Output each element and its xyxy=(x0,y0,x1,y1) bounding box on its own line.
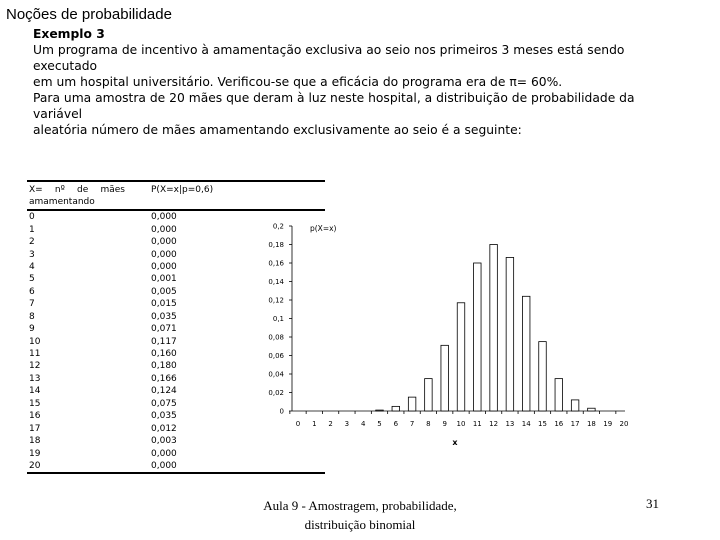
bar xyxy=(506,257,514,411)
probability-cell: 0,180 xyxy=(151,361,177,372)
x-tick-label: 2 xyxy=(328,420,333,428)
probability-cell: 0,000 xyxy=(151,249,177,260)
bar xyxy=(571,400,579,411)
x-value-cell: 6 xyxy=(29,286,35,297)
footer-line-1: Aula 9 - Amostragem, probabilidade, xyxy=(263,498,457,513)
slide-title: Noções de probabilidade xyxy=(6,6,172,23)
example-line-3: Para uma amostra de 20 mães que deram à luz neste hospital, a distribuição de probabilidade da variável xyxy=(33,91,635,121)
x-value-cell: 12 xyxy=(29,361,41,372)
x-value-cell: 9 xyxy=(29,324,35,335)
probability-cell: 0,000 xyxy=(151,237,177,248)
chart-layer xyxy=(268,223,628,429)
table-header-x xyxy=(27,181,149,210)
x-tick-label: 1 xyxy=(312,420,317,428)
bar xyxy=(392,406,400,411)
example-text-block xyxy=(33,26,683,138)
x-tick-label: 19 xyxy=(603,420,613,428)
probability-cell: 0,117 xyxy=(151,336,177,347)
x-value-cell: 16 xyxy=(29,411,41,422)
x-value-cell: 8 xyxy=(29,311,35,322)
x-tick-label: 10 xyxy=(456,420,466,428)
probability-cell: 0,035 xyxy=(151,411,177,422)
page-number: 31 xyxy=(646,496,659,511)
example-line-4: aleatória número de mães amamentando exclusivamente ao seio é a seguinte: xyxy=(33,123,522,137)
bar xyxy=(490,245,498,412)
probability-cell: 0,005 xyxy=(151,286,177,297)
x-value-cell: 18 xyxy=(29,436,41,447)
y-tick-label: 0,04 xyxy=(268,370,284,379)
example-line-1: Um programa de incentivo à amamentação exclusiva ao seio nos primeiros 3 meses está sendo executado xyxy=(33,43,625,73)
y-tick-label: 0 xyxy=(279,407,284,416)
x-value-cell: 0 xyxy=(29,212,35,223)
probability-cell: 0,124 xyxy=(151,386,177,397)
bar xyxy=(408,397,416,411)
bar xyxy=(376,410,384,411)
x-tick-label: 4 xyxy=(360,420,366,428)
probability-cell: 0,000 xyxy=(151,224,177,235)
probability-bar-chart xyxy=(255,215,635,455)
x-tick-label: 12 xyxy=(489,420,499,428)
footer-caption xyxy=(230,496,490,534)
x-value-cell: 13 xyxy=(29,373,41,384)
x-value-cell: 4 xyxy=(29,261,35,272)
y-tick-label: 0,16 xyxy=(268,259,284,268)
x-axis-label: x xyxy=(452,438,458,447)
bar xyxy=(555,379,563,411)
probability-cell: 0,001 xyxy=(151,274,177,285)
x-value-cell: 17 xyxy=(29,423,41,434)
x-value-cell: 2 xyxy=(29,237,35,248)
probability-cell: 0,000 xyxy=(151,212,177,223)
x-value-cell: 19 xyxy=(29,448,41,459)
x-tick-label: 14 xyxy=(521,420,531,428)
x-tick-label: 17 xyxy=(570,420,580,428)
probability-cell: 0,003 xyxy=(151,436,177,447)
y-tick-label: 0,12 xyxy=(268,296,284,305)
bar xyxy=(539,342,547,411)
x-value-cell: 3 xyxy=(29,249,35,260)
header-word: mães xyxy=(100,185,125,195)
x-value-cell: 7 xyxy=(29,299,35,310)
y-tick-label: 0,1 xyxy=(272,315,284,323)
probability-cell: 0,160 xyxy=(151,349,177,360)
x-value-cell: 20 xyxy=(27,460,149,473)
footer-line-2: distribuição binomial xyxy=(304,517,416,532)
example-line-2: em um hospital universitário. Verificou-se que a eficácia do programa era de π= 60%. xyxy=(33,75,563,89)
y-tick-label: 0,02 xyxy=(268,389,284,397)
y-tick-label: 0,08 xyxy=(268,333,284,342)
header-word: amamentando xyxy=(29,197,95,207)
probability-cell: 0,000 xyxy=(149,460,325,473)
probability-cell: 0,075 xyxy=(151,398,177,409)
y-axis-label: p(X=x) xyxy=(310,224,337,233)
probability-cell: 0,071 xyxy=(151,324,177,335)
bar xyxy=(441,345,449,411)
bar xyxy=(522,296,530,411)
y-tick-label: 0,14 xyxy=(268,278,284,286)
x-value-cell: 11 xyxy=(29,349,41,360)
x-tick-label: 18 xyxy=(586,420,596,428)
bar xyxy=(474,263,482,411)
probability-cell: 0,000 xyxy=(151,448,177,459)
x-tick-label: 7 xyxy=(409,420,415,428)
probability-cell: 0,012 xyxy=(151,423,177,434)
header-word: X= xyxy=(29,185,43,195)
x-tick-label: 9 xyxy=(442,420,447,428)
x-tick-label: 15 xyxy=(538,420,547,428)
table-header-prob: P(X=x|p=0,6) xyxy=(149,181,325,210)
bar xyxy=(457,303,465,411)
x-value-cell: 5 xyxy=(29,274,35,285)
y-tick-label: 0,18 xyxy=(268,241,284,249)
probability-cell: 0,000 xyxy=(151,261,177,272)
x-tick-label: 3 xyxy=(344,420,350,428)
example-heading: Exemplo 3 xyxy=(33,27,105,41)
y-tick-label: 0,06 xyxy=(268,352,284,360)
header-word: de xyxy=(77,185,89,195)
x-tick-label: 5 xyxy=(377,420,382,428)
table-row xyxy=(27,460,325,473)
bar xyxy=(588,408,596,411)
x-tick-label: 8 xyxy=(426,420,431,428)
bar xyxy=(425,379,433,411)
x-tick-label: 20 xyxy=(619,420,629,428)
probability-cell: 0,166 xyxy=(151,373,177,384)
header-word: nº xyxy=(54,185,65,195)
x-tick-label: 11 xyxy=(472,420,482,428)
probability-cell: 0,015 xyxy=(151,299,177,310)
x-tick-label: 0 xyxy=(295,420,301,428)
x-tick-label: 16 xyxy=(554,420,564,428)
x-tick-label: 13 xyxy=(505,420,515,428)
x-value-cell: 15 xyxy=(29,398,41,409)
probability-cell: 0,035 xyxy=(151,311,177,322)
x-value-cell: 10 xyxy=(29,336,41,347)
x-value-cell: 1 xyxy=(29,224,35,235)
x-tick-label: 6 xyxy=(393,420,399,428)
y-tick-label: 0,2 xyxy=(272,222,284,231)
x-value-cell: 14 xyxy=(29,386,41,397)
